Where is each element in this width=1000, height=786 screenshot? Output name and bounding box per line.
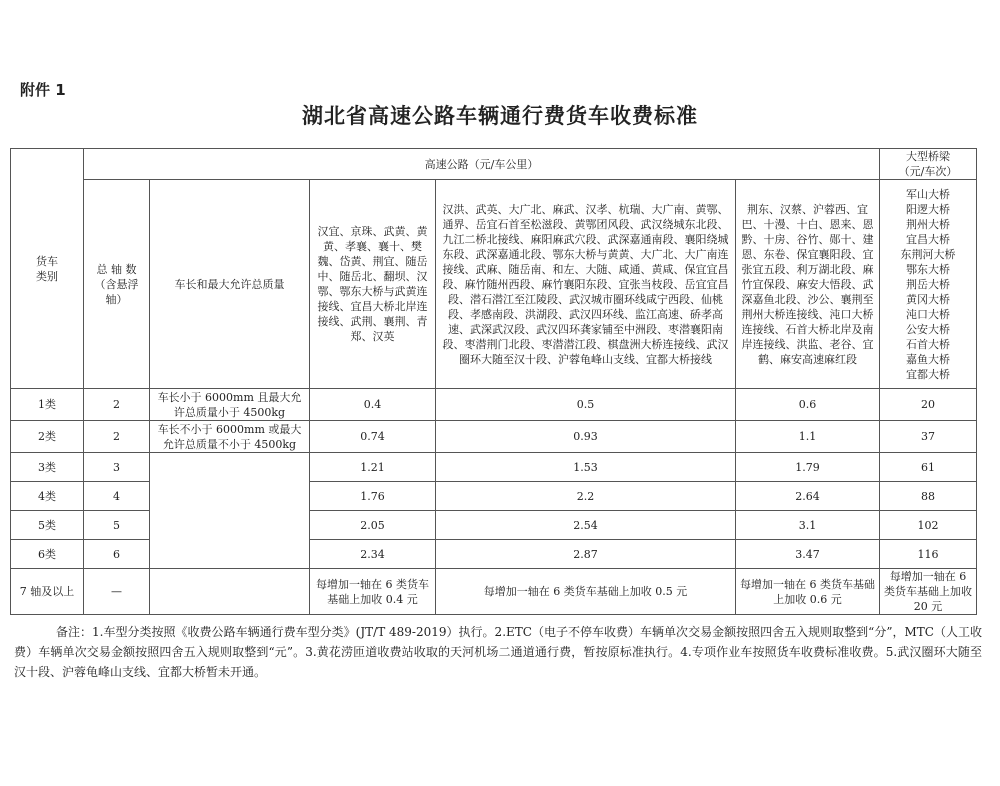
rate-cell-group-1: 2.34 xyxy=(310,540,436,569)
bridge-fee-cell: 102 xyxy=(880,511,977,540)
bridge-fee-cell: 88 xyxy=(880,482,977,511)
axle-count-cell: 3 xyxy=(84,453,150,482)
rate-cell-group-1: 0.74 xyxy=(310,421,436,453)
length-weight-cell: 车长不小于 6000mm 或最大允许总质量不小于 4500kg xyxy=(150,421,310,453)
length-weight-cell: 车长小于 6000mm 且最大允许总质量小于 4500kg xyxy=(150,389,310,421)
bridge-list xyxy=(880,180,977,389)
bridge-name: 沌口大桥 xyxy=(906,307,951,321)
header-truck-class: 货车 类别 xyxy=(11,149,84,389)
rate-cell-group-3: 1.79 xyxy=(736,453,880,482)
bridge-name: 鄂东大桥 xyxy=(906,262,951,276)
bridge-name: 宜都大桥 xyxy=(906,367,951,381)
bridge-name: 荆岳大桥 xyxy=(906,277,951,291)
axle-count-cell: 2 xyxy=(84,389,150,421)
rate-cell-group-3: 0.6 xyxy=(736,389,880,421)
axle-count-cell: 5 xyxy=(84,511,150,540)
table-row xyxy=(11,453,977,482)
rate-cell-group-3: 1.1 xyxy=(736,421,880,453)
header-expressway: 高速公路（元/车公里） xyxy=(84,149,880,180)
rate-cell-group-3: 2.64 xyxy=(736,482,880,511)
bridge-fee-cell: 20 xyxy=(880,389,977,421)
rate-cell-group-1: 0.4 xyxy=(310,389,436,421)
rate-cell-group-1: 2.05 xyxy=(310,511,436,540)
truck-class-cell: 6类 xyxy=(11,540,84,569)
rate-cell-group-2: 2.2 xyxy=(436,482,736,511)
truck-class-cell: 1类 xyxy=(11,389,84,421)
rate-cell-group-2: 2.87 xyxy=(436,540,736,569)
section-group-1: 汉宜、京珠、武黄、黄黄、孝襄、襄十、樊魏、岱黄、荆宜、随岳中、随岳北、翻坝、汉鄂、鄂东大桥与武黄连接线、宜昌大桥北岸连接线、武荆、襄荆、青郑、汉英 xyxy=(310,180,436,389)
rate-cell-group-2: 0.5 xyxy=(436,389,736,421)
bridge-name: 石首大桥 xyxy=(906,337,951,351)
axle-count-cell: 6 xyxy=(84,540,150,569)
bridge-fee-cell: 37 xyxy=(880,421,977,453)
bridge-name: 黄冈大桥 xyxy=(906,292,951,306)
footnote: 备注：1.车型分类按照《收费公路车辆通行费车型分类》(JT/T 489-2019）执行。2.ETC（电子不停车收费）车辆单次交易金额按照四舍五入规则取整到“分”，MTC（人工收费）车辆单次交易金额按照四舍五入规则取整到“元”。3.黄花涝匝道收费站收取的天河机场二通道通行费，暂按原标准执行。4.专项作业车按照货车收费标准收费。5.武汉圈环大随至汉十段、沪蓉龟峰山支线、宜都大桥暂未开通。 xyxy=(14,625,982,679)
page-title: 湖北省高速公路车辆通行费货车收费标准 xyxy=(302,103,698,128)
header-axles: 总 轴 数 （含悬浮 轴） xyxy=(84,180,150,389)
bridge-name: 嘉鱼大桥 xyxy=(906,352,951,366)
rate-cell-group-1: 每增加一轴在 6 类货车基础上加收 0.4 元 xyxy=(310,569,436,615)
header-length-weight: 车长和最大允许总质量 xyxy=(150,180,310,389)
bridge-name: 军山大桥 xyxy=(906,187,951,201)
bridge-name: 荆州大桥 xyxy=(906,217,951,231)
table-row xyxy=(11,569,977,615)
bridge-fee-cell: 116 xyxy=(880,540,977,569)
axle-count-cell: 2 xyxy=(84,421,150,453)
rate-cell-group-3: 3.1 xyxy=(736,511,880,540)
attachment-label: 附件 1 xyxy=(20,81,66,99)
axle-count-cell: — xyxy=(84,569,150,615)
truck-class-cell: 2类 xyxy=(11,421,84,453)
rate-cell-group-2: 0.93 xyxy=(436,421,736,453)
bridge-name: 东荆河大桥 xyxy=(900,247,956,261)
bridge-fee-cell: 61 xyxy=(880,453,977,482)
length-weight-cell-empty xyxy=(150,453,310,569)
bridge-name: 阳逻大桥 xyxy=(906,202,951,216)
truck-class-cell: 7 轴及以上 xyxy=(11,569,84,615)
rate-cell-group-2: 1.53 xyxy=(436,453,736,482)
bridge-fee-cell: 每增加一轴在 6 类货车基础上加收 20 元 xyxy=(880,569,977,615)
section-group-3: 荆东、汉蔡、沪蓉西、宜巴、十漫、十白、恩来、恩黔、十房、谷竹、郧十、建恩、东卷、保宜襄阳段、宜张宜五段、利万湖北段、麻竹宜保段、麻安大悟段、武深嘉鱼北段、沙公、襄荆至荆州大桥连接线、沌口大桥连接线、石首大桥北岸及南岸连接线、洪监、老谷、宜鹤、麻安高速麻红段 xyxy=(736,180,880,389)
section-group-2: 汉洪、武英、大广北、麻武、汉孝、杭瑞、大广南、黄鄂、通界、岳宜石首至松滋段、黄鄂团风段、武汉绕城东北段、九江二桥北接线、麻阳麻武穴段、武深嘉通南段、襄阳绕城东段、武深嘉通北段、鄂东大桥与黄黄、大广北、大广南连接线、武麻、随岳南、和左、大随、咸通、黄咸、保宜宜昌段、麻竹随州西段、麻竹襄阳东段、宜张当枝段、岳宜宜昌段、潜石潜江至江陵段、武汉城市圈环线咸宁西段、仙桃段、孝感南段、洪湖段、武汉四环线、监江高速、硚孝高速、武深武汉段、武汉四环龚家铺至中洲段、枣潜襄阳南段、枣潜荆门北段、枣潜潜江段、棋盘洲大桥连接线、武汉圈环大随至汉十段、沪蓉龟峰山支线、宜都大桥接线 xyxy=(436,180,736,389)
table-row xyxy=(11,389,977,421)
truck-class-cell: 4类 xyxy=(11,482,84,511)
truck-class-cell: 5类 xyxy=(11,511,84,540)
rate-cell-group-2: 2.54 xyxy=(436,511,736,540)
table-row xyxy=(11,421,977,453)
truck-class-cell: 3类 xyxy=(11,453,84,482)
bridge-name: 公安大桥 xyxy=(906,322,951,336)
length-weight-cell-empty xyxy=(150,569,310,615)
rate-cell-group-1: 1.76 xyxy=(310,482,436,511)
axle-count-cell: 4 xyxy=(84,482,150,511)
rate-cell-group-3: 3.47 xyxy=(736,540,880,569)
bridge-name: 宜昌大桥 xyxy=(906,232,951,246)
rate-cell-group-3: 每增加一轴在 6 类货车基础上加收 0.6 元 xyxy=(736,569,880,615)
fee-table xyxy=(10,148,977,615)
rate-cell-group-2: 每增加一轴在 6 类货车基础上加收 0.5 元 xyxy=(436,569,736,615)
header-bridge: 大型桥梁 （元/车次） xyxy=(880,149,977,180)
rate-cell-group-1: 1.21 xyxy=(310,453,436,482)
